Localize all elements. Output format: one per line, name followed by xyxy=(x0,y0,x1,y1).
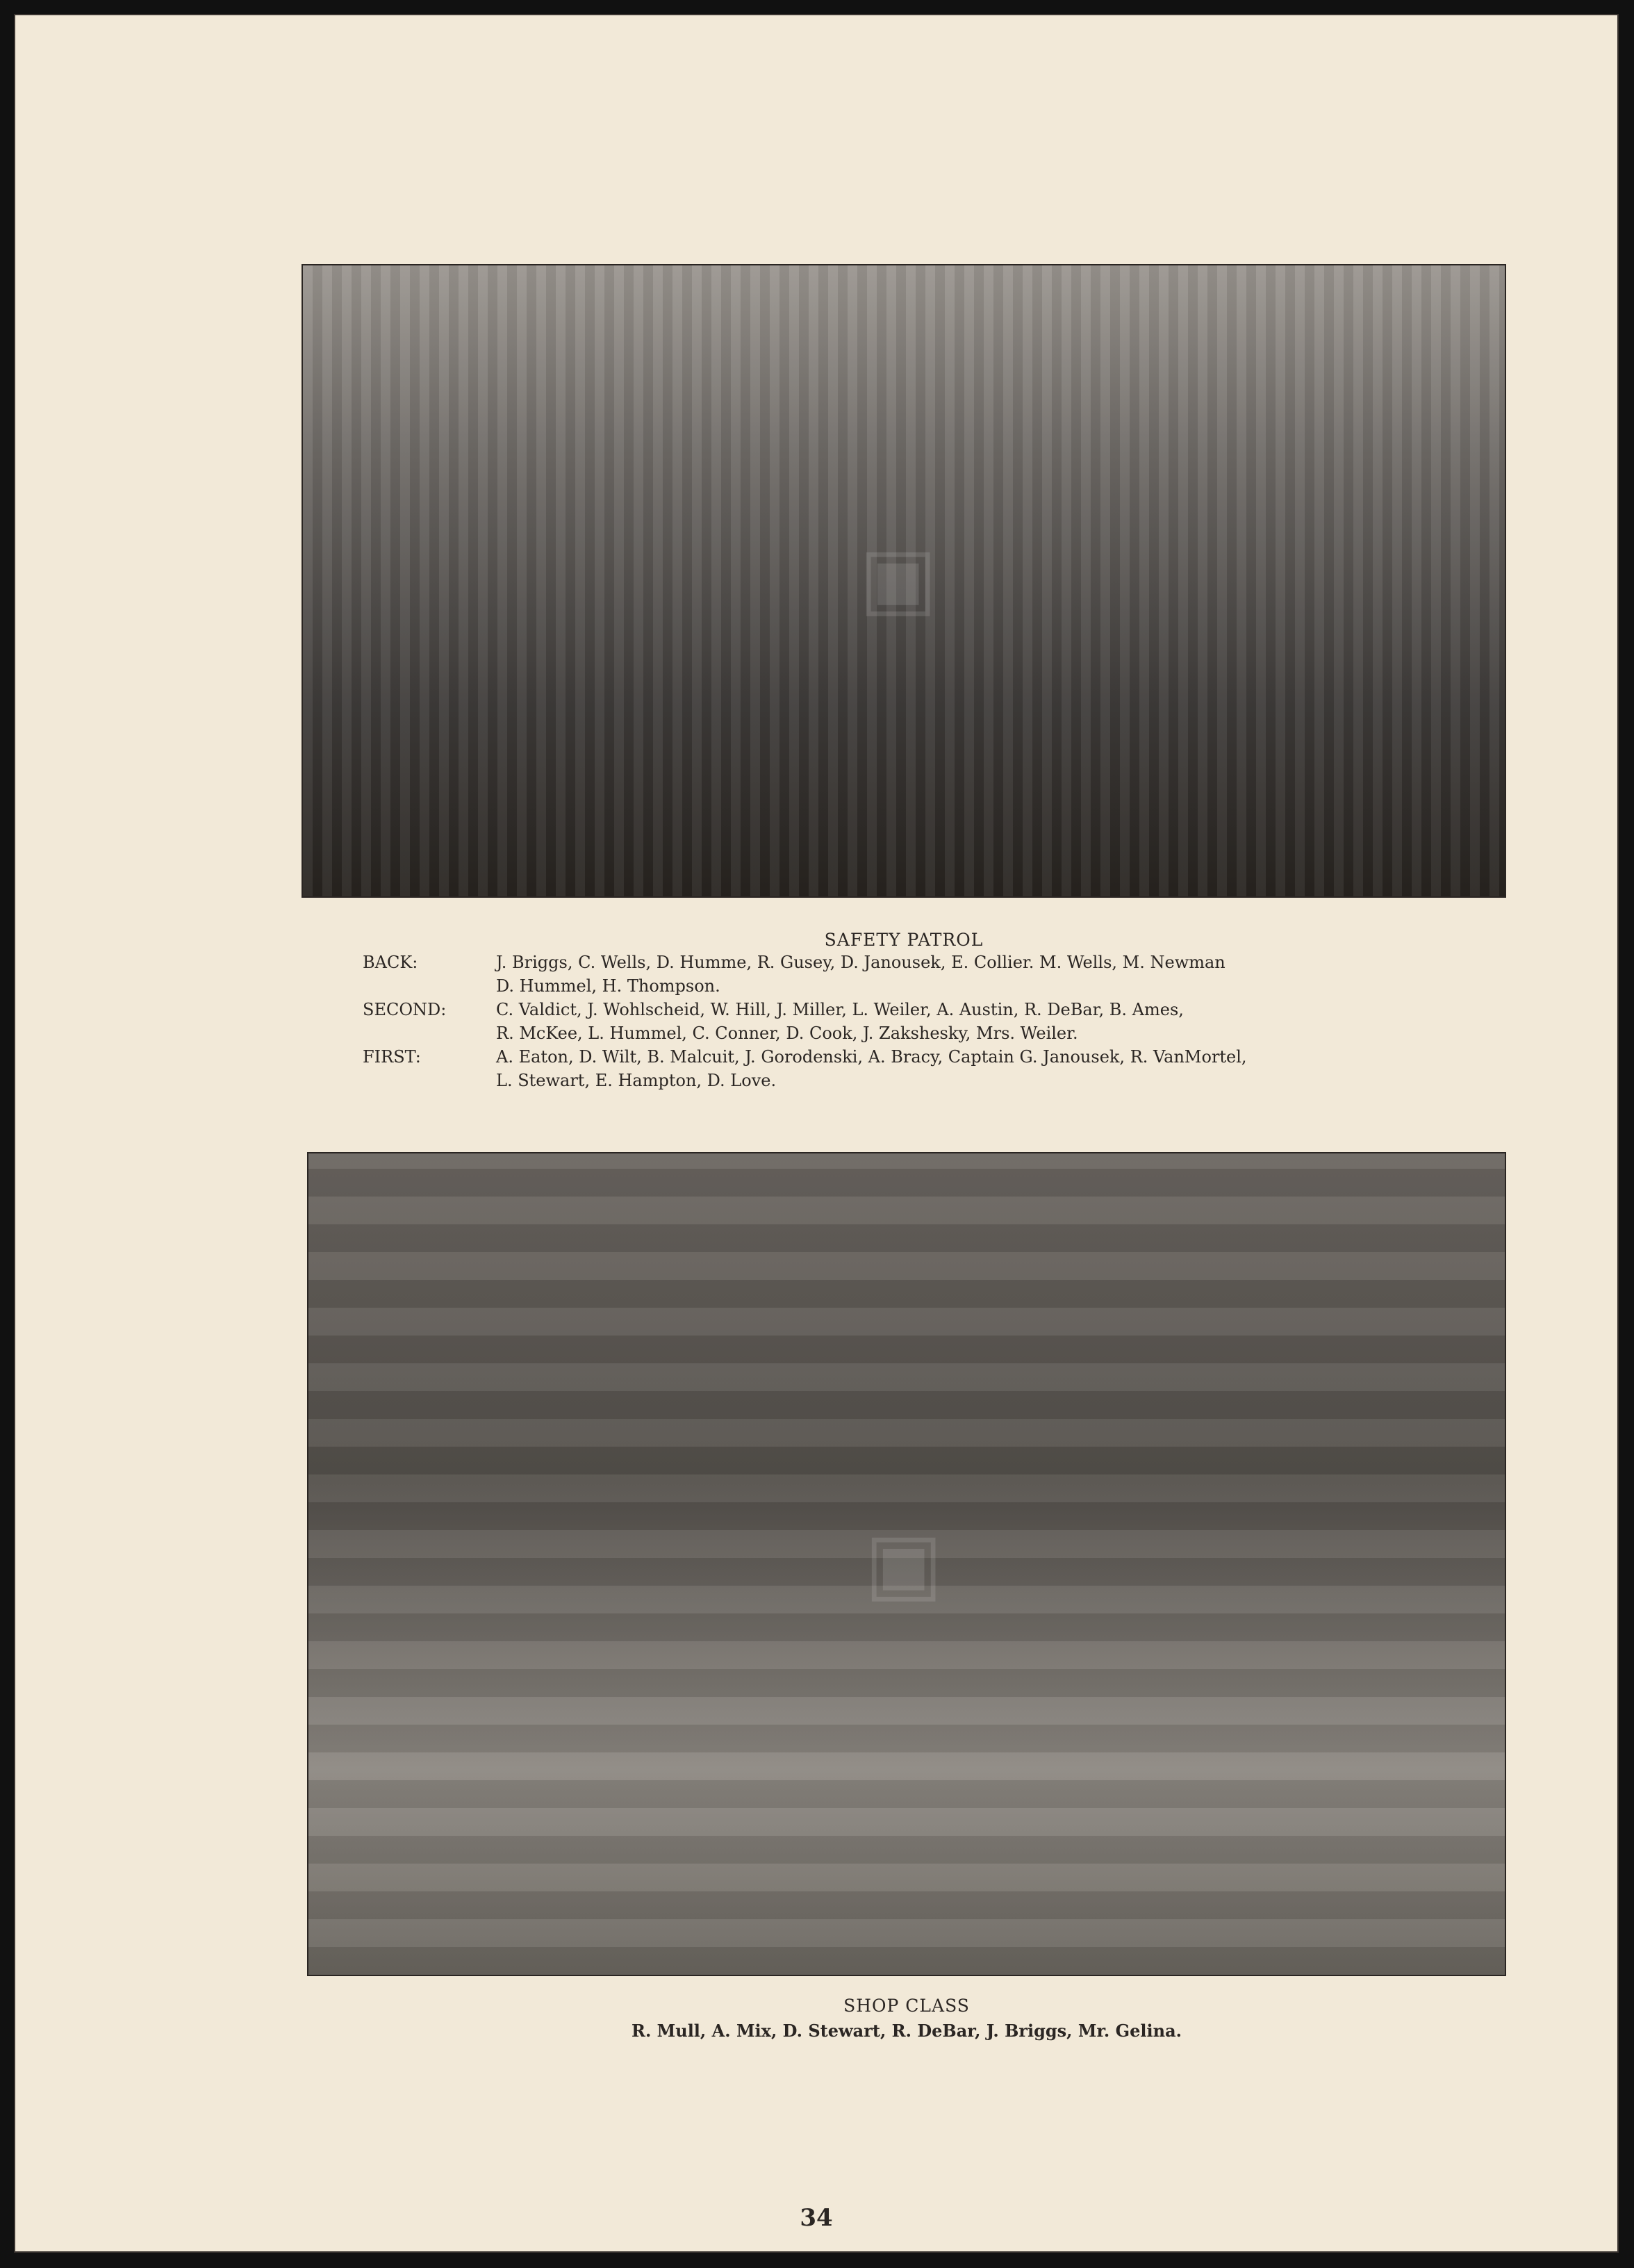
roster-row-back-cont xyxy=(363,974,1544,998)
roster-row-back xyxy=(363,951,1544,974)
row-label: SECOND: xyxy=(363,1000,447,1019)
shop-class-title: SHOP CLASS xyxy=(843,1996,970,2016)
row-names: A. Eaton, D. Wilt, B. Malcuit, J. Gorodenski, A. Bracy, Captain G. Janousek, R. VanMortel, xyxy=(496,1047,1247,1067)
safety-patrol-photo xyxy=(302,264,1506,898)
row-names: J. Briggs, C. Wells, D. Humme, R. Gusey, D. Janousek, E. Collier. M. Wells, M. Newman xyxy=(496,953,1226,972)
row-label: BACK: xyxy=(363,953,418,972)
row-label: FIRST: xyxy=(363,1047,421,1067)
photo-icon: ▣ xyxy=(864,1515,943,1611)
safety-patrol-title: SAFETY PATROL xyxy=(824,930,984,950)
roster-row-second-cont xyxy=(363,1021,1544,1045)
row-label-spacer xyxy=(363,1021,496,1045)
row-names: D. Hummel, H. Thompson. xyxy=(496,976,720,996)
page-number: 34 xyxy=(800,2204,833,2232)
shop-class-names: R. Mull, A. Mix, D. Stewart, R. DeBar, J. Briggs, Mr. Gelina. xyxy=(632,2021,1182,2041)
roster-row-first-cont xyxy=(363,1069,1544,1092)
row-names: C. Valdict, J. Wohlscheid, W. Hill, J. Miller, L. Weiler, A. Austin, R. DeBar, B. Ames, xyxy=(496,1000,1184,1019)
shop-class-photo xyxy=(307,1152,1506,1976)
safety-patrol-roster xyxy=(363,951,1544,1092)
row-label-spacer xyxy=(363,974,496,998)
row-names: R. McKee, L. Hummel, C. Conner, D. Cook, J. Zakshesky, Mrs. Weiler. xyxy=(496,1024,1078,1043)
row-names: L. Stewart, E. Hampton, D. Love. xyxy=(496,1071,777,1090)
photo-icon: ▣ xyxy=(859,529,938,626)
yearbook-page xyxy=(14,14,1619,2253)
roster-row-first xyxy=(363,1045,1544,1069)
row-label-spacer xyxy=(363,1069,496,1092)
roster-row-second xyxy=(363,998,1544,1021)
